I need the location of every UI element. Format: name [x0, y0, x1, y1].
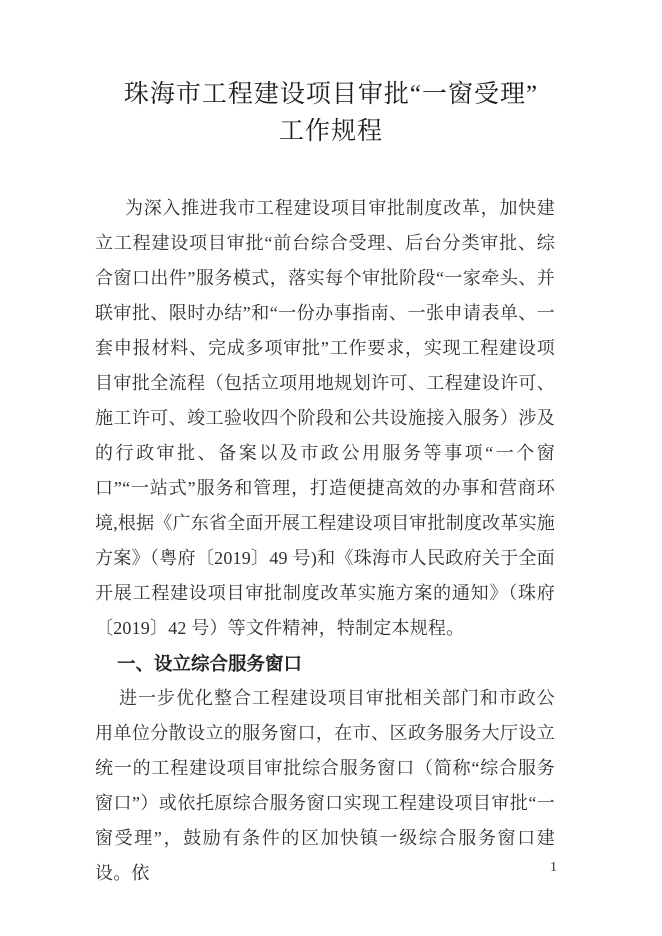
section1-paragraph: 进一步优化整合工程建设项目审批相关部门和市政公用单位分散设立的服务窗口，在市、区政务服务大厅设立统一的工程建设项目审批综合服务窗口（简称“综合服务窗口”）或依托原综合服务窗口实现工程建设项目审批“一窗受理”，鼓励有条件的区加快镇一级综合服务窗口建设。依 — [95, 688, 555, 883]
section1-heading: 一、设立综合服务窗口 — [117, 653, 303, 674]
document-title — [0, 76, 662, 150]
document-body — [95, 191, 555, 891]
document-title-line1: 珠海市工程建设项目审批“一窗受理” — [123, 81, 539, 108]
intro-paragraph: 为深入推进我市工程建设项目审批制度改革，加快建立工程建设项目审批“前台综合受理、后台分类审批、综合窗口出件”服务模式，落实每个审批阶段“一家牵头、并联审批、限时办结”和“一份办事指南、一张申请表单、一套申报材料、完成多项审批”工作要求，实现工程建设项目审批全流程（包括立项用地规划许可、工程建设许可、施工许可、竣工验收四个阶段和公共设施接入服务）涉及的行政审批、备案以及市政公用服务等事项“一个窗口”“一站式”服务和管理，打造便捷高效的办事和营商环境,根据《广东省全面开展工程建设项目审批制度改革实施方案》（粤府〔2019〕49 号)和《珠海市人民政府关于全面开展工程建设项目审批制度改革实施方案的通知》（珠府〔2019〕42 号）等文件精神，特制定本规程。 — [95, 198, 555, 638]
document-title-line2: 工作规程 — [278, 118, 383, 145]
page-number: 1 — [550, 860, 557, 875]
